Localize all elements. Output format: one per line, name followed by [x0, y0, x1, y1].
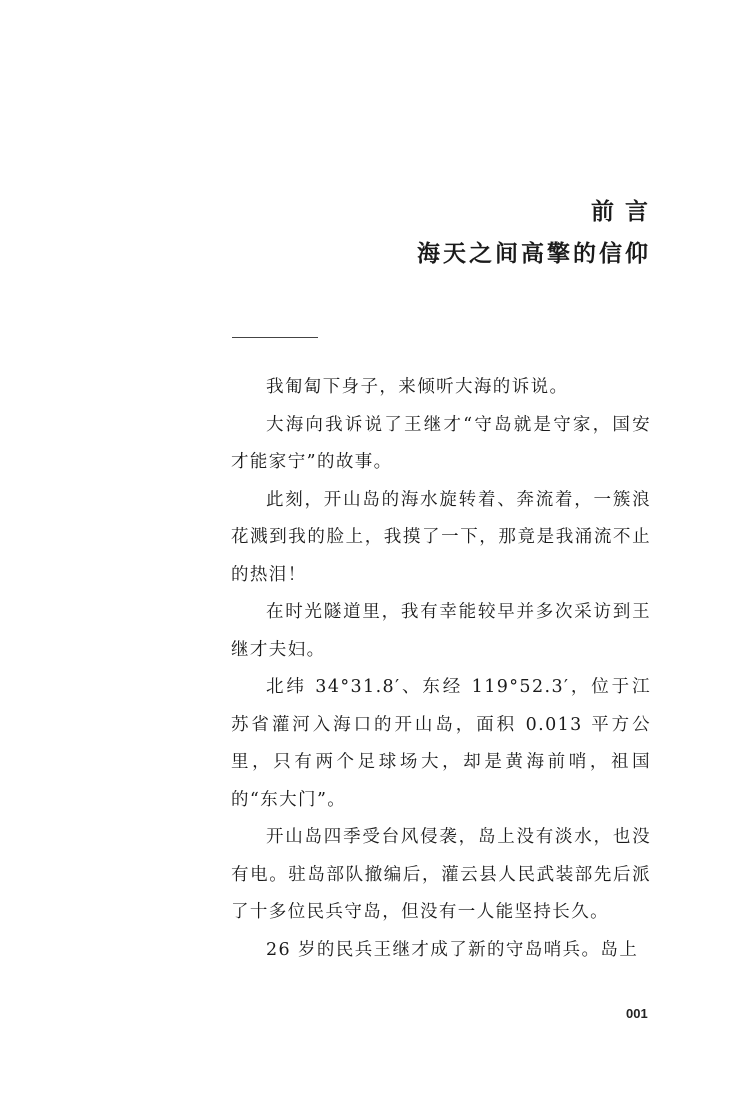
body-text — [231, 369, 651, 969]
chapter-title: 海天之间高擎的信仰 — [417, 240, 651, 267]
chapter-heading — [417, 196, 659, 270]
paragraph: 大海向我诉说了王继才“守岛就是守家，国安才能家宁”的故事。 — [231, 414, 651, 472]
paragraph: 此刻，开山岛的海水旋转着、奔流着，一簇浪花溅到我的脸上，我摸了一下，那竟是我涌流不止的热泪！ — [231, 489, 651, 585]
paragraph: 北纬 34°31.8′、东经 119°52.3′，位于江苏省灌河入海口的开山岛，面积 0.013 平方公里，只有两个足球场大，却是黄海前哨，祖国的“东大门”。 — [231, 677, 651, 810]
divider-rule — [232, 337, 318, 338]
paragraph: 在时光隧道里，我有幸能较早并多次采访到王继才夫妇。 — [231, 602, 651, 660]
paragraph: 26 岁的民兵王继才成了新的守岛哨兵。岛上 — [266, 939, 639, 960]
paragraph: 开山岛四季受台风侵袭，岛上没有淡水，也没有电。驻岛部队撤编后，灌云县人民武装部先后派了十多位民兵守岛，但没有一人能坚持长久。 — [231, 827, 651, 922]
page-number: 001 — [626, 1006, 648, 1021]
paragraph: 我匍匐下身子，来倾听大海的诉说。 — [266, 377, 569, 397]
chapter-label: 前言 — [591, 198, 659, 225]
